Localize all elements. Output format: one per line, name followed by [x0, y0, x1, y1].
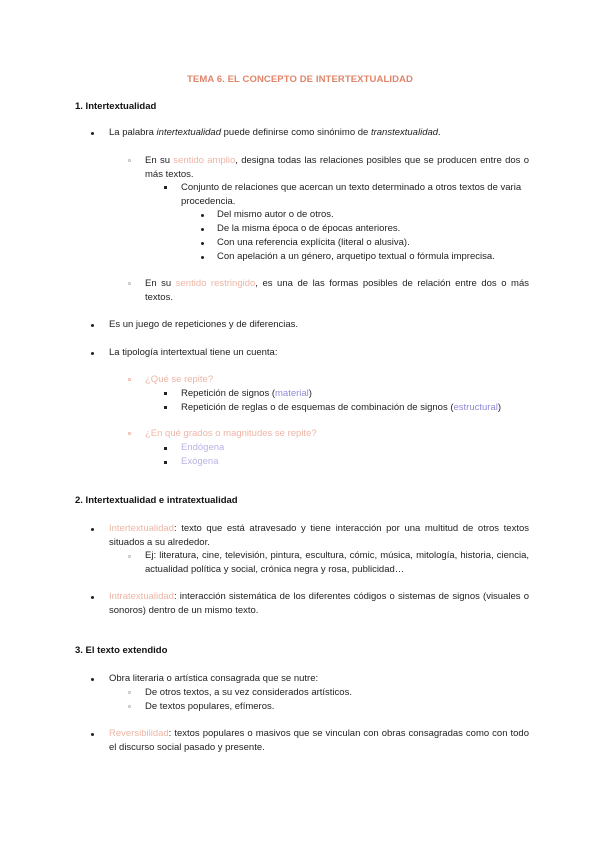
list-item: De la misma época o de épocas anteriores. [217, 223, 401, 234]
bullet [201, 228, 204, 231]
bullet [91, 324, 94, 327]
question-grados: ¿En qué grados o magnitudes se repite? [145, 428, 317, 439]
list-item: De otros textos, a su vez considerados artísticos. [145, 687, 352, 698]
reversibilidad-def [109, 727, 529, 755]
document-title: TEMA 6. EL CONCEPTO DE INTERTEXTUALIDAD [187, 74, 413, 85]
bullet [91, 733, 94, 736]
bullet [91, 352, 94, 355]
term-intertextualidad: intertextualidad [156, 127, 221, 138]
text: En su [145, 155, 174, 166]
term-intertextualidad: Intertextualidad [109, 523, 174, 534]
circle-bullet [128, 432, 131, 435]
text: . [438, 127, 441, 138]
sentido-amplio-item [145, 154, 529, 182]
intertextualidad-def [109, 522, 529, 550]
term-sentido-amplio: sentido amplio [173, 155, 236, 166]
text: Repetición de reglas o de esquemas de combinación de signos ( [181, 402, 454, 413]
sentido-restringido-item [145, 277, 529, 305]
bullet [91, 678, 94, 681]
list-item: De textos populares, efímeros. [145, 701, 275, 712]
text: , designa todas las relaciones posibles que se producen entre dos o más textos. [145, 155, 529, 180]
section-2-heading: 2. Intertextualidad e intratextualidad [75, 495, 238, 506]
list-item: Con una referencia explícita (literal o alusiva). [217, 237, 410, 248]
circle-bullet [128, 705, 131, 708]
circle-bullet [128, 555, 131, 558]
text: En su [145, 278, 176, 289]
obra-item: Obra literaria o artística consagrada que se nutre: [109, 673, 319, 684]
tipologia-item: La tipología intertextual tiene un cuenta: [109, 347, 278, 358]
bullet [91, 528, 94, 531]
circle-bullet [128, 378, 131, 381]
text: Repetición de signos ( [181, 388, 275, 399]
text: ) [497, 402, 502, 413]
bullet [91, 596, 94, 599]
circle-bullet [128, 691, 131, 694]
circle-bullet [128, 159, 131, 162]
bullet [91, 132, 94, 135]
term-sentido-restringido: sentido restringido [175, 278, 256, 289]
square-bullet [164, 461, 167, 464]
section-3-heading: 3. El texto extendido [75, 645, 168, 656]
section-1-heading: 1. Intertextualidad [75, 101, 157, 112]
repeticion-signos-item [181, 387, 312, 401]
question-que-se-repite: ¿Qué se repite? [145, 374, 214, 385]
list-item: Del mismo autor o de otros. [217, 209, 334, 220]
conjunto-item: Conjunto de relaciones que acercan un texto determinado a otros textos de varia procedencia. [181, 182, 522, 207]
intratextualidad-def [109, 590, 529, 618]
term-exogena: Exógena [181, 456, 219, 467]
repeticion-reglas-item [181, 401, 501, 415]
square-bullet [164, 186, 167, 189]
text: , es una de las formas posibles de relación entre dos o más textos. [145, 278, 529, 303]
juego-item: Es un juego de repeticiones y de diferencias. [109, 319, 299, 330]
text: : texto que está atravesado y tiene interacción por una multitud de otros textos situados a su alrededor. [109, 523, 529, 548]
term-estructural: estructural [453, 402, 498, 413]
text: puede definirse como sinónimo de [220, 127, 371, 138]
bullet [201, 242, 204, 245]
square-bullet [164, 447, 167, 450]
term-intratextualidad: Intratextualidad [109, 591, 174, 602]
text: : interacción sistemática de los diferentes códigos o sistemas de signos (visuales o sonoros) dentro de un mismo texto. [109, 591, 529, 616]
term-endogena: Endógena [181, 442, 225, 453]
text: : textos populares o masivos que se vinculan con obras consagradas como con todo el discurso social pasado y presente. [109, 728, 529, 753]
text: La palabra [109, 127, 157, 138]
circle-bullet [128, 282, 131, 285]
paragraph-definition [109, 126, 441, 140]
list-item: Con apelación a un género, arquetipo textual o fórmula imprecisa. [217, 251, 495, 262]
term-material: material [275, 388, 309, 399]
ejemplos-item: Ej: literatura, cine, televisión, pintura, escultura, cómic, música, mitología, historia, ciencia, actualidad política y social, crónica negra y rosa, publicidad… [145, 550, 529, 575]
bullet [201, 214, 204, 217]
square-bullet [164, 392, 167, 395]
bullet [201, 256, 204, 259]
text: ) [308, 388, 312, 399]
term-transtextualidad: transtextualidad [370, 127, 439, 138]
square-bullet [164, 406, 167, 409]
term-reversibilidad: Reversibilidad [109, 728, 169, 739]
